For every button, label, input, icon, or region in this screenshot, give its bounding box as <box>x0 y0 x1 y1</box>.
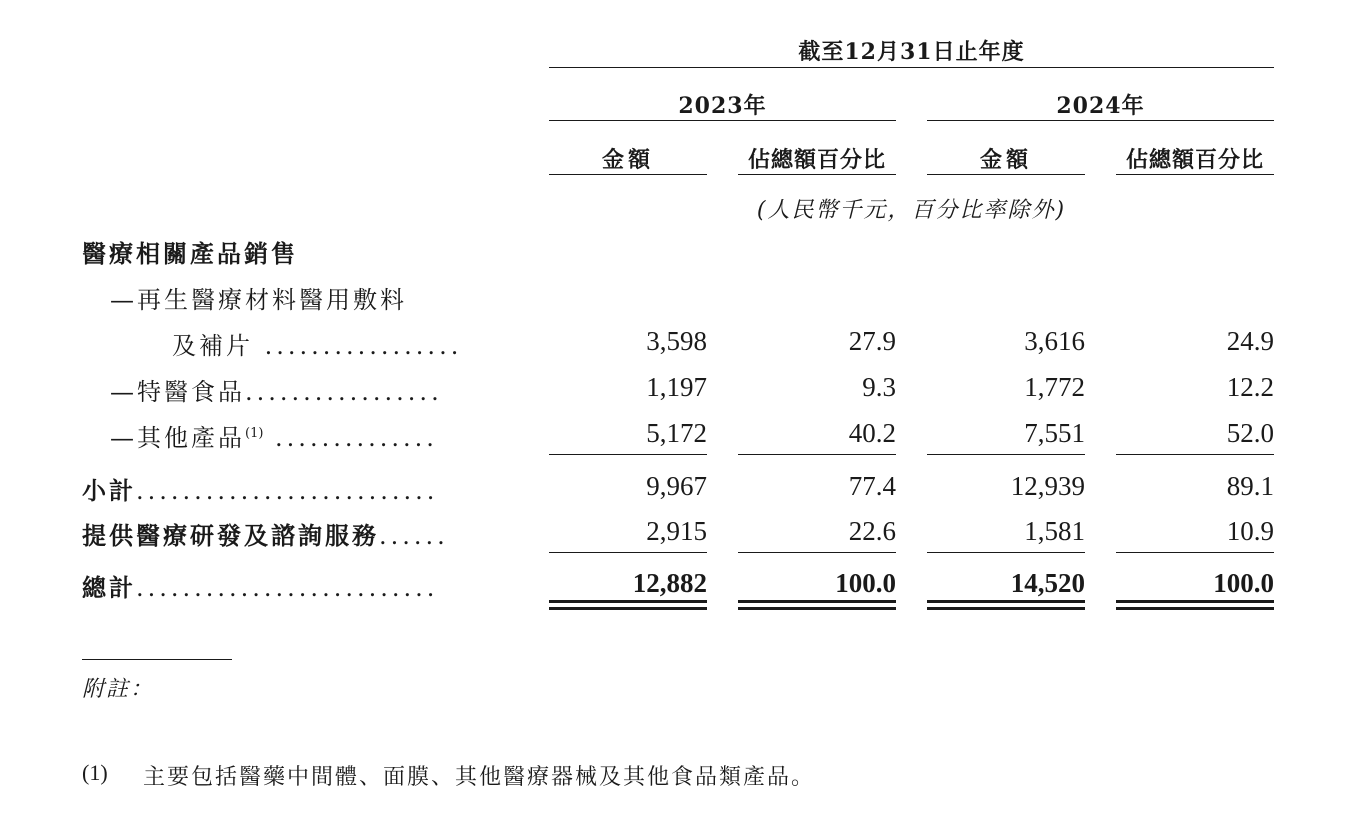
double-rule-percent-2024-top <box>1116 600 1274 603</box>
cell-percent-2023: 40.2 <box>848 418 896 448</box>
footnote-marker: (1) <box>82 760 108 785</box>
subtotal-rule-amount-2023 <box>549 454 707 455</box>
total-rule-percent-2023 <box>738 552 896 553</box>
row-label-medical-food-text: —特醫食品 <box>110 378 245 406</box>
cell-percent-2024: 100.0 <box>1213 568 1274 598</box>
col-amount-2024-underline <box>927 174 1085 175</box>
double-rule-percent-2023-bottom <box>738 607 896 610</box>
col-percent-2023: 佔總額百分比 <box>747 147 886 173</box>
row-label-rd-services-text: 提供醫療研發及諮詢服務 <box>82 521 379 550</box>
cell-percent-2023: 27.9 <box>848 326 896 356</box>
cell-amount-2024: 1,581 <box>1024 516 1085 546</box>
cell-percent-2023: 9.3 <box>862 372 896 402</box>
cell-percent-2024: 89.1 <box>1226 471 1274 501</box>
dot-leader: .......................... <box>136 477 439 505</box>
dot-leader: ................. <box>253 332 463 360</box>
col-percent-2024: 佔總額百分比 <box>1125 147 1264 173</box>
footnote-title: 附註： <box>82 677 155 702</box>
cell-amount-2024: 1,772 <box>1024 372 1085 402</box>
cell-amount-2023: 9,967 <box>646 471 707 501</box>
row-label-total-text: 總計 <box>82 573 136 602</box>
cell-amount-2023: 3,598 <box>646 326 707 356</box>
subtotal-rule-percent-2023 <box>738 454 896 455</box>
subtotal-rule-percent-2024 <box>1116 454 1274 455</box>
year-2023-underline <box>549 120 896 121</box>
row-label-patches-text: 及補片 <box>172 332 253 360</box>
cell-percent-2024: 12.2 <box>1226 372 1274 402</box>
cell-amount-2023: 12,882 <box>632 568 707 598</box>
dot-leader: ................. <box>245 378 443 406</box>
row-label-total <box>82 568 438 603</box>
cell-amount-2023: 1,197 <box>646 372 707 402</box>
total-rule-percent-2024 <box>1116 552 1274 553</box>
cell-percent-2023: 100.0 <box>835 568 896 598</box>
double-rule-percent-2024-bottom <box>1116 607 1274 610</box>
double-rule-amount-2024-bottom <box>927 607 1085 610</box>
total-rule-amount-2024 <box>927 552 1085 553</box>
cell-amount-2023: 2,915 <box>646 516 707 546</box>
double-rule-amount-2024-top <box>927 600 1085 603</box>
row-label-rd-services <box>82 516 449 551</box>
row-label-other-products-text: —其他產品 <box>110 424 245 452</box>
row-label-subtotal <box>82 471 438 506</box>
double-rule-amount-2023-top <box>549 600 707 603</box>
cell-amount-2024: 12,939 <box>1010 471 1085 501</box>
subtotal-rule-amount-2024 <box>927 454 1085 455</box>
cell-amount-2024: 7,551 <box>1024 418 1085 448</box>
col-amount-2023: 金額 <box>601 147 654 173</box>
footnote-item <box>82 760 108 786</box>
cell-percent-2024: 52.0 <box>1226 418 1274 448</box>
row-label-regenerative-dressings: —再生醫療材料醫用敷料 <box>110 286 407 314</box>
year-2024-header: 2024年 <box>1056 93 1145 119</box>
footnote-text: 主要包括醫藥中間體、面膜、其他醫療器械及其他食品類產品。 <box>143 765 816 790</box>
cell-percent-2023: 22.6 <box>848 516 896 546</box>
col-percent-2023-underline <box>738 174 896 175</box>
col-amount-2024: 金額 <box>979 147 1032 173</box>
cell-amount-2023: 5,172 <box>646 418 707 448</box>
unit-note: (人民幣千元，百分比率除外) <box>756 198 1067 223</box>
row-label-medical-food <box>110 372 443 407</box>
dot-leader: .............. <box>263 424 438 452</box>
footnote-ref: (1) <box>245 426 264 441</box>
dot-leader: ...... <box>379 522 449 550</box>
cell-percent-2024: 10.9 <box>1226 516 1274 546</box>
row-label-other-products <box>110 418 438 453</box>
col-amount-2023-underline <box>549 174 707 175</box>
footnote-separator <box>82 659 232 660</box>
cell-amount-2024: 14,520 <box>1010 568 1085 598</box>
col-percent-2024-underline <box>1116 174 1274 175</box>
year-2023-header: 2023年 <box>678 93 767 119</box>
period-underline <box>549 67 1274 68</box>
row-label-patches <box>172 326 462 361</box>
double-rule-percent-2023-top <box>738 600 896 603</box>
double-rule-amount-2023-bottom <box>549 607 707 610</box>
cell-percent-2023: 77.4 <box>848 471 896 501</box>
period-header: 截至12月31日止年度 <box>798 39 1025 65</box>
cell-percent-2024: 24.9 <box>1226 326 1274 356</box>
dot-leader: .......................... <box>136 574 439 602</box>
row-label-subtotal-text: 小計 <box>82 476 136 505</box>
cell-amount-2024: 3,616 <box>1024 326 1085 356</box>
total-rule-amount-2023 <box>549 552 707 553</box>
row-label-medical-products: 醫療相關產品銷售 <box>82 239 298 268</box>
year-2024-underline <box>927 120 1274 121</box>
